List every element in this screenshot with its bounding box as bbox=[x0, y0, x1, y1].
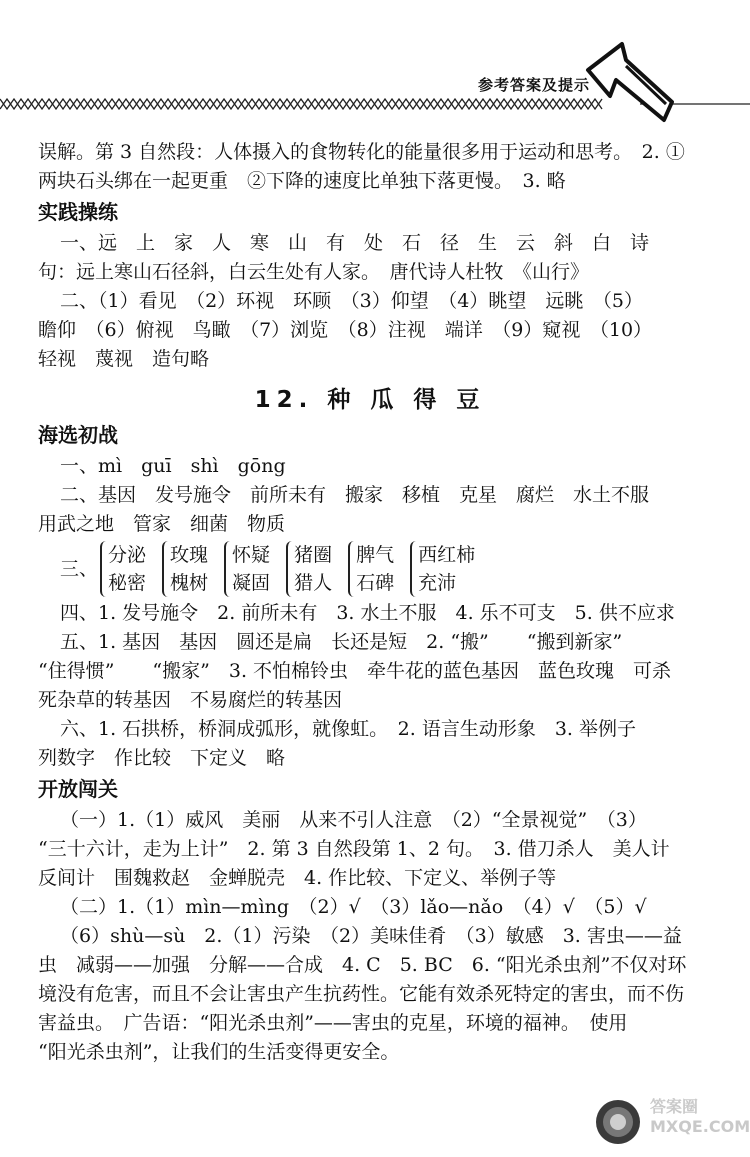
section-heading-practice: 实践操练 bbox=[38, 200, 118, 224]
haixuan-line: 五、1. 基因 基因 圆还是扁 长还是短 2. “搬” “搬到新家” bbox=[60, 631, 623, 653]
open-line: （一）1.（1）威风 美丽 从来不引人注意 （2）“全景视觉” （3） bbox=[60, 809, 647, 831]
word-pairs bbox=[38, 541, 702, 597]
badge-icon bbox=[590, 1097, 646, 1147]
open-line: 虫 减弱——加强 分解——合成 4. C 5. BC 6. “阳光杀虫剂”不仅对环 bbox=[38, 954, 687, 976]
haixuan-line: 二、基因 发号施令 前所未有 搬家 移植 克星 腐烂 水土不服 bbox=[60, 484, 650, 506]
open-line: （6）shù—sù 2.（1）污染 （2）美味佳肴 （3）敏感 3. 害虫——益 bbox=[60, 925, 682, 947]
pair-word: 槐树 bbox=[170, 572, 209, 594]
section-heading-haixuan: 海选初战 bbox=[38, 423, 118, 447]
haixuan-line: 四、1. 发号施令 2. 前所未有 3. 水土不服 4. 乐不可支 5. 供不应求 bbox=[60, 602, 675, 624]
pair-word: 凝固 bbox=[232, 572, 271, 594]
lesson-title: 12. 种 瓜 得 豆 bbox=[254, 387, 486, 413]
pair-word: 石碑 bbox=[356, 572, 395, 594]
brace-prefix: 三、 bbox=[60, 557, 99, 580]
haixuan-line: 列数字 作比较 下定义 略 bbox=[38, 747, 286, 769]
open-line: 害益虫。 广告语：“阳光杀虫剂”——害虫的克星，环境的福神。 使用 bbox=[38, 1012, 628, 1034]
pair-word: 秘密 bbox=[108, 572, 147, 594]
word-pair bbox=[410, 541, 475, 597]
word-pair bbox=[348, 541, 394, 597]
intro-line: 两块石头绑在一起更重 ②下降的速度比单独下落更慢。 3. 略 bbox=[38, 170, 566, 192]
practice-line: 句：远上寒山石径斜，白云生处有人家。 唐代诗人杜牧 《山行》 bbox=[38, 261, 590, 283]
haixuan-line: 用武之地 管家 细菌 物质 bbox=[38, 513, 286, 535]
arrow-icon bbox=[580, 40, 680, 130]
haixuan-line: 一、mì guī shì gōng bbox=[60, 455, 286, 477]
intro-line: 误解。第 3 自然段：人体摄入的食物转化的能量很多用于运动和思考。 2. ① bbox=[38, 141, 685, 163]
watermark-line: 答案圈 bbox=[650, 1097, 699, 1116]
haixuan-line: 六、1. 石拱桥，桥洞成弧形，就像虹。 2. 语言生动形象 3. 举例子 bbox=[60, 718, 637, 740]
pair-word: 分泌 bbox=[108, 544, 147, 566]
word-pair bbox=[100, 541, 146, 597]
pair-word: 西红柿 bbox=[418, 544, 476, 566]
word-pair bbox=[286, 541, 332, 597]
open-line: 反间计 围魏救赵 金蝉脱壳 4. 作比较、下定义、举例子等 bbox=[38, 867, 557, 889]
pair-word: 脾气 bbox=[356, 544, 395, 566]
open-line: “三十六计，走为上计” 2. 第 3 自然段第 1、2 句。 3. 借刀杀人 美人计 bbox=[38, 838, 670, 860]
open-line: “阳光杀虫剂”，让我们的生活变得更安全。 bbox=[38, 1041, 400, 1063]
haixuan-line: “住得惯” “搬家” 3. 不怕棉铃虫 牵牛花的蓝色基因 蓝色玫瑰 可杀 bbox=[38, 660, 672, 682]
practice-line: 二、（1）看见 （2）环视 环顾 （3）仰望 （4）眺望 远眺 （5） bbox=[60, 290, 643, 312]
header-title: 参考答案及提示 bbox=[477, 76, 590, 94]
page-header bbox=[0, 0, 750, 130]
open-line: （二）1.（1）mìn—mìng （2）√ （3）lǎo—nǎo （4）√ （5）√ bbox=[60, 896, 647, 918]
footer-logo bbox=[590, 1091, 750, 1151]
section-heading-open: 开放闯关 bbox=[38, 777, 118, 801]
practice-line: 瞻仰 （6）俯视 鸟瞰 （7）浏览 （8）注视 端详 （9）窥视 （10） bbox=[38, 319, 653, 341]
pair-word: 猎人 bbox=[294, 572, 333, 594]
pair-word: 玫瑰 bbox=[170, 544, 209, 566]
watermark bbox=[650, 1097, 750, 1137]
word-pair bbox=[224, 541, 270, 597]
haixuan-line: 死杂草的转基因 不易腐烂的转基因 bbox=[38, 689, 343, 711]
pair-word: 猪圈 bbox=[294, 544, 333, 566]
pair-word: 充沛 bbox=[418, 572, 457, 594]
open-line: 境没有危害，而且不会让害虫产生抗药性。它能有效杀死特定的害虫，而不伤 bbox=[38, 983, 685, 1005]
watermark-line: MXQE.COM bbox=[650, 1117, 750, 1136]
practice-line: 一、远 上 家 人 寒 山 有 处 石 径 生 云 斜 白 诗 bbox=[60, 232, 650, 254]
practice-line: 轻视 蔑视 造句略 bbox=[38, 348, 210, 370]
answer-content bbox=[38, 138, 702, 1067]
pair-word: 怀疑 bbox=[232, 544, 271, 566]
word-pair bbox=[162, 541, 208, 597]
